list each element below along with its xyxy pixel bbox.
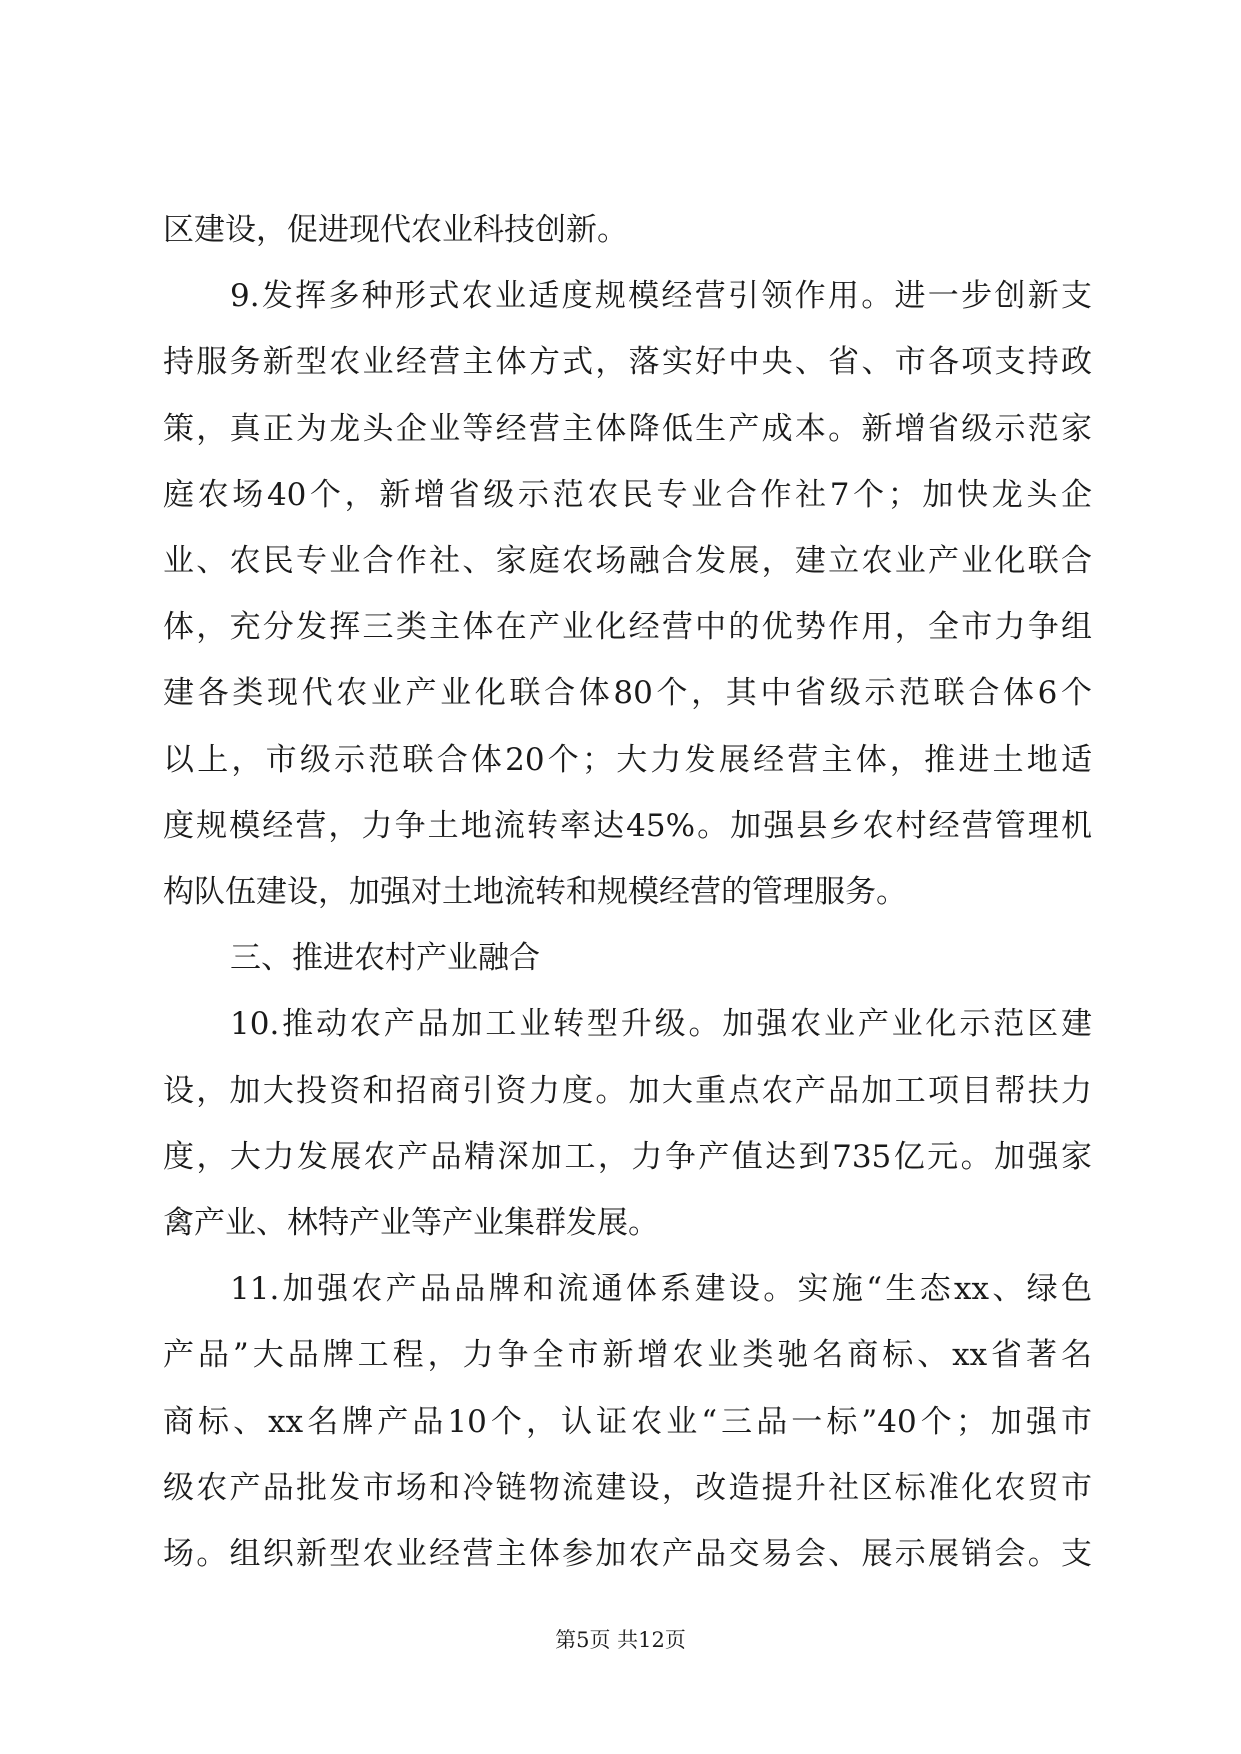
paragraph-10-start: 10.推动农产品加工业转型升级。加强农业产业化示范区建 — [230, 1006, 1092, 1042]
text-line: 业、农民专业合作社、家庭农场融合发展，建立农业产业化联合 — [163, 543, 1092, 579]
section-heading: 三、推进农村产业融合 — [230, 940, 540, 976]
text-line: 度，大力发展农产品精深加工，力争产值达到735亿元。加强家 — [163, 1139, 1092, 1175]
text-line: 建各类现代农业产业化联合体80个，其中省级示范联合体6个 — [163, 675, 1092, 711]
text-line: 场。组织新型农业经营主体参加农产品交易会、展示展销会。支 — [163, 1536, 1092, 1572]
text-line: 禽产业、林特产业等产业集群发展。 — [163, 1205, 659, 1241]
text-line: 以上，市级示范联合体20个；大力发展经营主体，推进土地适 — [163, 742, 1092, 778]
paragraph-11-start: 11.加强农产品品牌和流通体系建设。实施“生态xx、绿色 — [230, 1271, 1092, 1307]
text-line: 策，真正为龙头企业等经营主体降低生产成本。新增省级示范家 — [163, 411, 1092, 447]
text-line: 商标、xx名牌产品10个，认证农业“三品一标”40个；加强市 — [163, 1404, 1092, 1440]
text-line: 产品”大品牌工程，力争全市新增农业类驰名商标、xx省著名 — [163, 1337, 1092, 1373]
text-line: 区建设，促进现代农业科技创新。 — [163, 212, 628, 248]
text-line: 庭农场40个，新增省级示范农民专业合作社7个；加快龙头企 — [163, 477, 1092, 513]
text-line: 体，充分发挥三类主体在产业化经营中的优势作用，全市力争组 — [163, 609, 1092, 645]
text-line: 度规模经营，力争土地流转率达45%。加强县乡农村经营管理机 — [163, 808, 1092, 844]
text-line: 设，加大投资和招商引资力度。加大重点农产品加工项目帮扶力 — [163, 1073, 1092, 1109]
text-line: 构队伍建设，加强对土地流转和规模经营的管理服务。 — [163, 874, 907, 910]
text-line: 持服务新型农业经营主体方式，落实好中央、省、市各项支持政 — [163, 344, 1092, 380]
paragraph-9-start: 9.发挥多种形式农业适度规模经营引领作用。进一步创新支 — [230, 278, 1092, 314]
page-footer: 第5页 共12页 — [555, 1628, 686, 1652]
text-line: 级农产品批发市场和冷链物流建设，改造提升社区标准化农贸市 — [163, 1470, 1092, 1506]
